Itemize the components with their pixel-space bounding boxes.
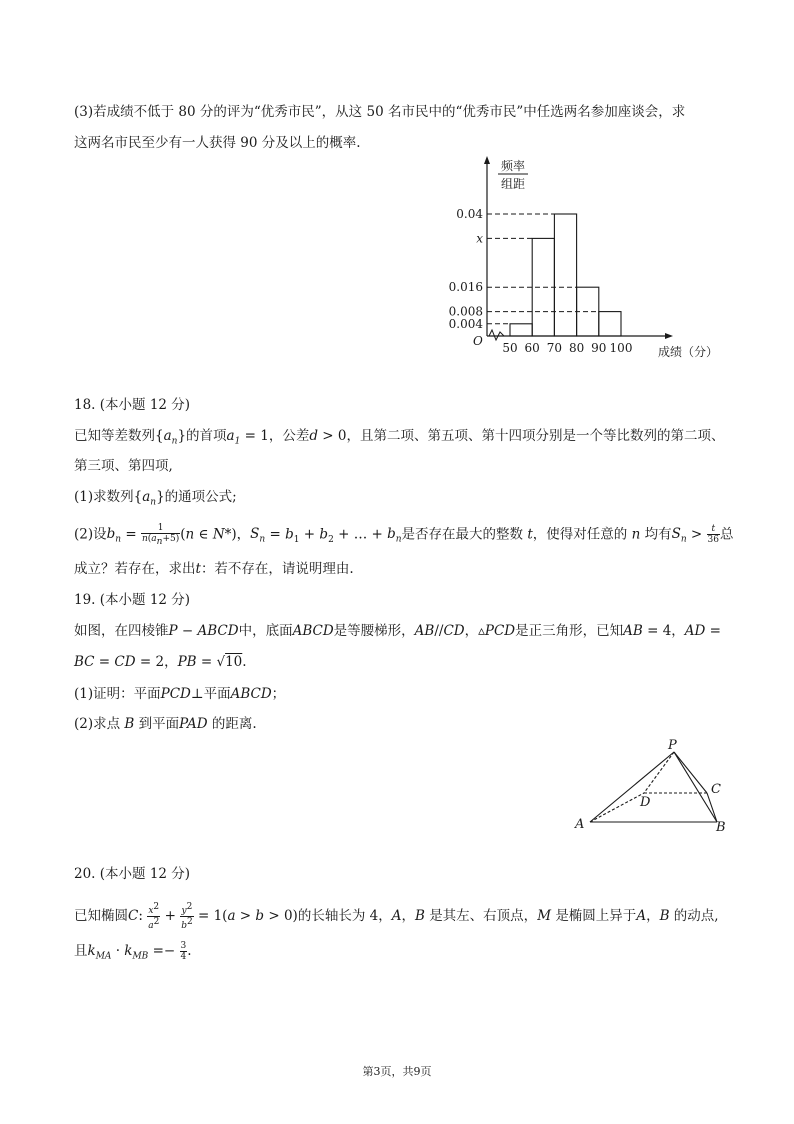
x-tick-label: 60	[524, 341, 540, 355]
x-tick-label: 100	[609, 341, 633, 355]
y-axis-label-bottom: 组距	[500, 177, 526, 191]
q18-part2: (2)设$b_n$ = $\frac{1}{n(a_n+5)}$ (n ∈ N*)，$S_n = b_1 + b_2$ + … + $b_n$是否存在最大的整数 t，使得对任意的 n 均有$S_n$ > $\frac{t}{36}$ 总	[74, 523, 734, 547]
q19-part1: (1)证明：平面PCD⊥平面ABCD；	[74, 686, 286, 702]
point-label-D: D	[640, 795, 651, 810]
q20-line1: 已知椭圆C: $\frac{x^2}{a^2}$ + $\frac{y^2}{b^2}$ = 1(a > b > 0)的长轴长为 4，A，B 是其左、右顶点，M 是椭圆上异于A，B 的动点,	[74, 902, 719, 931]
q17-part3-line2: 这两名市民至少有一人获得 90 分及以上的概率.	[74, 135, 361, 151]
edge-AD-hidden	[590, 793, 644, 822]
histogram-bar	[510, 324, 532, 336]
y-tick-label: 0.004	[448, 316, 483, 331]
q20-header: 20. (本小题 12 分)	[74, 866, 191, 882]
edge-PB	[674, 752, 717, 822]
histogram-bar	[554, 214, 576, 336]
y-axis-arrow	[484, 156, 490, 164]
y-tick-label: 0.016	[448, 280, 483, 295]
y-tick-label: x	[476, 231, 483, 246]
edge-BC	[707, 793, 717, 822]
histogram-chart	[0, 0, 794, 400]
x-tick-label: 70	[546, 341, 563, 355]
point-label-P: P	[668, 738, 677, 753]
x-tick-label: 50	[502, 341, 518, 355]
y-tick-label: 0.008	[448, 304, 483, 319]
point-label-A: A	[575, 817, 585, 832]
q20-line2: 且$k_{MA} \cdot k_{MB}$ =− $\frac{3}{4}$ .	[74, 941, 192, 962]
edge-PA	[590, 752, 674, 822]
y-axis-label-top: 频率	[500, 159, 526, 173]
x-tick-label: 80	[568, 341, 585, 355]
y-axis-label	[498, 158, 528, 191]
x-axis-arrow	[665, 333, 673, 339]
histogram-bar	[599, 312, 621, 336]
point-label-B: B	[716, 820, 726, 835]
edge-PD-hidden	[644, 752, 674, 793]
origin-label: O	[473, 334, 483, 348]
q19-part2: (2)求点 B 到平面PAD 的距离.	[74, 716, 257, 732]
q18-part2-line2: 成立？若存在，求出t：若不存在，请说明理由.	[74, 561, 354, 577]
q18-header: 18. (本小题 12 分)	[74, 397, 191, 413]
q17-part3-line1: (3)若成绩不低于 80 分的评为“优秀市民”，从这 50 名市民中的“优秀市民”中任选两名参加座谈会，求	[74, 104, 686, 120]
q18-line1: 已知等差数列$\{a_n\}$的首项$a_1 = 1$，公差d > 0，且第二项、第五项、第十四项分别是一个等比数列的第二项、	[74, 428, 725, 447]
axis-break-mark	[489, 330, 504, 340]
q19-line2: BC = CD = 2，PB = √10.	[74, 654, 247, 670]
y-tick-label: 0.04	[456, 207, 483, 221]
edge-PC	[674, 752, 707, 793]
x-axis-label: 成绩（分）	[658, 345, 719, 359]
q19-header: 19. (本小题 12 分)	[74, 592, 191, 608]
q18-line2: 第三项、第四项,	[74, 458, 173, 474]
point-label-C: C	[711, 782, 721, 797]
q18-part1: (1)求数列$\{a_n\}$的通项公式;	[74, 489, 237, 508]
q19-line1: 如图，在四棱锥P − ABCD中，底面ABCD是等腰梯形，AB//CD，▵PCD是正三角形，已知AB = 4，AD =	[74, 623, 721, 639]
x-tick-label: 90	[591, 341, 607, 355]
page-footer: 第3页，共9页	[362, 1065, 432, 1078]
